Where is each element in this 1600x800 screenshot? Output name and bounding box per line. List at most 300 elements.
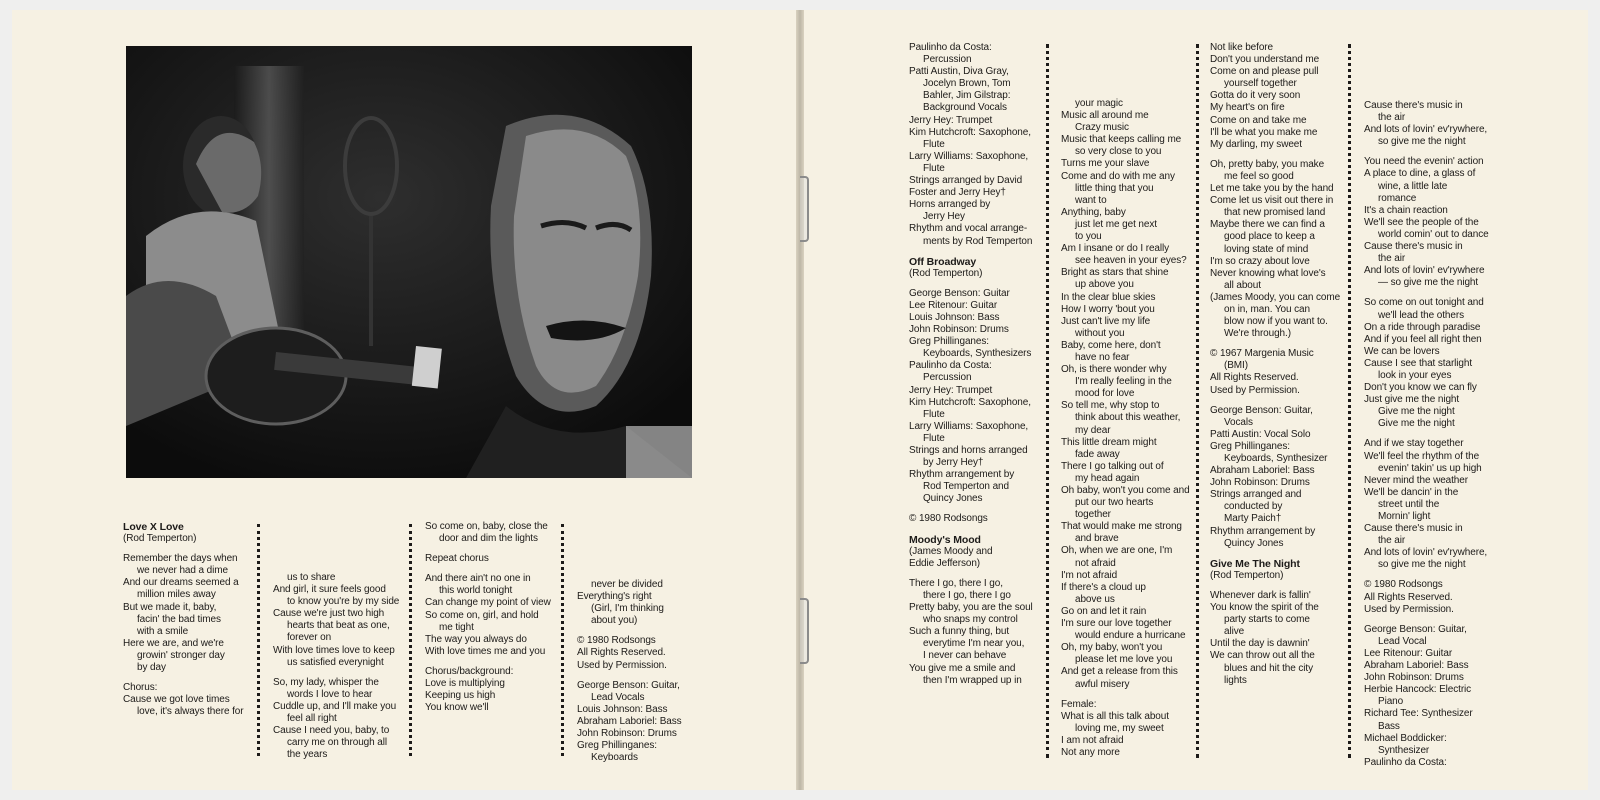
text-line: feel all right <box>287 713 337 725</box>
column-divider <box>1046 44 1049 758</box>
line-gap <box>1210 582 1340 590</box>
text-line: Piano <box>1378 696 1404 708</box>
text-line: A place to dine, a glass of <box>1364 168 1476 180</box>
line-gap <box>909 505 1033 513</box>
text-line: If there's a cloud up <box>1061 581 1146 593</box>
text-line: to know you're by my side <box>287 596 400 608</box>
line-gap <box>1364 289 1489 297</box>
text-line: yourself together <box>1224 78 1297 90</box>
text-line: Rhythm arrangement by <box>1210 525 1316 537</box>
text-line: I am not afraid <box>1061 734 1124 746</box>
text-line: Quincy Jones <box>1224 537 1284 549</box>
text-line: have no fear <box>1075 351 1130 363</box>
text-line: On a ride through paradise <box>1364 321 1481 333</box>
text-line: Baby, come here, don't <box>1061 339 1161 351</box>
text-line: Music all around me <box>1061 110 1149 122</box>
text-line: Maybe there we can find a <box>1210 219 1325 231</box>
text-line: Lee Ritenour: Guitar <box>909 299 998 311</box>
text-line: I'm so crazy about love <box>1210 255 1310 267</box>
text-line: You give me a smile and <box>909 662 1016 674</box>
text-line: my head again <box>1075 472 1140 484</box>
text-line: Flute <box>923 162 945 174</box>
text-line: your magic <box>1075 98 1123 109</box>
text-line: We can throw out all the <box>1210 650 1315 662</box>
text-line: (James Moody, you can come <box>1210 291 1341 303</box>
text-line: see heaven in your eyes? <box>1075 255 1187 267</box>
text-line: (Rod Temperton) <box>909 267 983 279</box>
line-gap <box>577 672 682 680</box>
text-line: George Benson: Guitar, <box>1364 623 1467 635</box>
text-line: love, it's always there for <box>137 706 244 718</box>
text-line: Rod Temperton and <box>923 481 1009 493</box>
text-line: Love is multiplying <box>425 678 505 690</box>
column-divider <box>1196 44 1199 758</box>
text-line: All Rights Reserved. <box>1210 372 1299 384</box>
text-line: We're through.) <box>1224 328 1291 340</box>
text-line: loving state of mind <box>1224 243 1309 255</box>
text-line: growin' stronger day <box>137 649 225 661</box>
text-line: on in, man. You can <box>1224 303 1310 315</box>
text-line: without you <box>1075 327 1125 339</box>
text-line: Such a funny thing, but <box>909 626 1009 638</box>
text-line: Oh, pretty baby, you make <box>1210 158 1325 170</box>
text-line: — so give me the night <box>1378 277 1479 289</box>
text-line: Strings arranged and <box>1210 489 1302 501</box>
line-gap <box>123 674 243 682</box>
text-line: Don't you know we can fly <box>1364 382 1477 394</box>
column-divider <box>257 524 260 756</box>
text-line: evenin' takin' us up high <box>1378 462 1482 474</box>
line-gap <box>425 545 551 553</box>
text-line: John Robinson: Drums <box>909 324 1009 336</box>
text-line: Jocelyn Brown, Tom <box>923 78 1011 90</box>
text-line: I'm not afraid <box>1061 569 1118 581</box>
text-line: by day <box>137 662 166 674</box>
text-line: Oh baby, won't you come and <box>1061 485 1190 496</box>
text-line: Don't you understand me <box>1210 54 1320 66</box>
text-line: Greg Phillinganes: <box>1210 440 1290 452</box>
photo-musicians <box>126 46 692 478</box>
text-line: Jerry Hey: Trumpet <box>909 384 993 396</box>
text-line: John Robinson: Drums <box>577 728 677 740</box>
text-line: You need the evenin' action <box>1364 156 1484 168</box>
text-line: me tight <box>439 621 474 633</box>
text-line: who snaps my control <box>923 614 1018 626</box>
text-line: the air <box>1378 535 1406 547</box>
text-line: You know we'll <box>425 702 489 714</box>
text-line: Not like before <box>1210 42 1273 53</box>
text-line: © 1980 Rodsongs <box>1364 579 1443 591</box>
text-line: Crazy music <box>1075 122 1129 134</box>
text-line: Music that keeps calling me <box>1061 134 1182 146</box>
text-line: Never mind the weather <box>1364 474 1468 486</box>
text-line: Patti Austin: Vocal Solo <box>1210 428 1311 440</box>
text-line: Kim Hutchcroft: Saxophone, <box>909 126 1031 138</box>
text-line: Give me the night <box>1378 406 1455 418</box>
text-line: Foster and Jerry Hey† <box>909 187 1006 199</box>
text-line: Can change my point of view <box>425 597 551 609</box>
text-line: Larry Williams: Saxophone, <box>909 150 1029 162</box>
text-line: Gotta do it very soon <box>1210 90 1301 102</box>
left-col-2 <box>273 572 399 761</box>
text-line: You know the spirit of the <box>1210 602 1319 614</box>
text-line: Marty Paich† <box>1224 513 1282 525</box>
photo-icon <box>126 46 692 478</box>
text-line: Am I insane or do I really <box>1061 243 1170 255</box>
song-title: Love X Love <box>123 521 184 533</box>
text-line: Not any more <box>1061 746 1120 758</box>
text-line: together <box>1075 509 1111 521</box>
song-title: Off Broadway <box>909 255 977 268</box>
text-line: alive <box>1224 626 1245 638</box>
text-line: so very close to you <box>1075 146 1162 158</box>
text-line: And lots of lovin' ev'rywhere, <box>1364 124 1488 136</box>
line-gap <box>909 280 1033 288</box>
text-line: all about <box>1224 279 1261 291</box>
text-line: please let me love you <box>1075 654 1173 666</box>
text-line: Give me the night <box>1378 418 1455 430</box>
text-line: In the clear blue skies <box>1061 291 1156 303</box>
text-line: that new promised land <box>1224 207 1326 219</box>
text-line: Keyboards, Synthesizers <box>923 348 1032 360</box>
text-line: the years <box>287 749 328 761</box>
text-line: Come on and please pull <box>1210 66 1319 78</box>
text-line: Never knowing what love's <box>1210 267 1326 279</box>
text-line: Eddie Jefferson) <box>909 557 981 569</box>
text-line: up above you <box>1075 279 1134 291</box>
text-line: party starts to come <box>1224 614 1310 626</box>
text-line: Female: <box>1061 698 1097 710</box>
left-col-4 <box>577 579 682 764</box>
text-line: Just give me the night <box>1364 394 1460 406</box>
line-gap <box>1210 550 1340 558</box>
text-line: Oh, my baby, won't you <box>1061 642 1163 654</box>
text-line: just let me get next <box>1075 218 1157 230</box>
text-line: Just can't live my life <box>1061 315 1151 327</box>
text-line: Michael Boddicker: <box>1364 732 1447 744</box>
text-line: think about this weather, <box>1075 412 1181 424</box>
text-line: Keeping us high <box>425 690 496 702</box>
text-line: I'm sure our love together <box>1061 618 1172 630</box>
text-line: © 1980 Rodsongs <box>577 635 656 647</box>
right-col-3 <box>1210 42 1340 687</box>
line-gap <box>909 248 1033 256</box>
staple-top <box>800 176 809 242</box>
text-line: put our two hearts <box>1075 497 1154 509</box>
text-line: Everything's right <box>577 591 652 603</box>
line-gap <box>425 565 551 573</box>
text-line: We'll see the people of the <box>1364 216 1479 228</box>
text-line: Louis Johnson: Bass <box>577 703 668 715</box>
text-line: All Rights Reserved. <box>1364 591 1453 603</box>
text-line: Whenever dark is fallin' <box>1210 589 1311 601</box>
text-line: Lee Ritenour: Guitar <box>1364 647 1453 659</box>
text-line: us to share <box>287 572 336 583</box>
text-line: Synthesizer <box>1378 744 1430 756</box>
text-line: Strings and horns arranged <box>909 445 1028 456</box>
text-line: George Benson: Guitar, <box>1210 404 1313 416</box>
text-line: so give me the night <box>1378 136 1466 148</box>
text-line: Mornin' light <box>1378 511 1431 522</box>
text-line: then I'm wrapped up in <box>923 674 1022 686</box>
line-gap <box>1364 148 1489 156</box>
text-line: Jerry Hey: Trumpet <box>909 114 993 126</box>
text-line: blues and hit the city <box>1224 662 1313 674</box>
text-line: There I go, there I go, <box>909 577 1003 589</box>
text-line: Paulinho da Costa: <box>909 42 992 53</box>
text-line: look in your eyes <box>1378 369 1452 381</box>
text-line: How I worry 'bout you <box>1061 303 1155 315</box>
text-line: facin' the bad times <box>137 613 221 625</box>
text-line: Turns me your slave <box>1061 158 1150 170</box>
text-line: Abraham Laboriel: Bass <box>577 715 682 727</box>
line-gap <box>123 545 243 553</box>
text-line: Greg Phillinganes: <box>577 740 657 752</box>
text-line: Used by Permission. <box>1210 384 1300 396</box>
text-line: we'll lead the others <box>1378 309 1464 321</box>
text-line: That would make me strong <box>1061 521 1182 533</box>
line-gap <box>909 526 1033 534</box>
line-gap <box>1210 397 1340 405</box>
text-line: Go on and let it rain <box>1061 605 1147 617</box>
text-line: And get a release from this <box>1061 666 1178 678</box>
text-line: Bright as stars that shine <box>1061 267 1169 279</box>
text-line: Lead Vocal <box>1378 635 1427 647</box>
text-line: I'll be what you make me <box>1210 126 1318 138</box>
text-line: million miles away <box>137 589 216 601</box>
text-line: Quincy Jones <box>923 493 983 505</box>
text-line: © 1980 Rodsongs <box>909 513 988 525</box>
text-line: I'm really feeling in the <box>1075 376 1172 388</box>
text-line: Here we are, and we're <box>123 637 224 649</box>
right-col-1 <box>909 42 1033 687</box>
text-line: there I go, there I go <box>923 589 1011 601</box>
text-line: Richard Tee: Synthesizer <box>1364 708 1473 720</box>
text-line: mood for love <box>1075 388 1135 400</box>
text-line: Rhythm arrangement by <box>909 469 1015 481</box>
text-line: Kim Hutchcroft: Saxophone, <box>909 396 1031 408</box>
text-line: Come let us visit out there in <box>1210 195 1334 207</box>
text-line: Bass <box>1378 720 1400 732</box>
text-line: (BMI) <box>1224 360 1248 372</box>
text-line: words I love to hear <box>287 688 373 700</box>
text-line: Cause I see that starlight <box>1364 357 1473 369</box>
text-line: Cause there's music in <box>1364 100 1463 111</box>
text-line: Cause I need you, baby, to <box>273 725 390 737</box>
text-line: Cause there's music in <box>1364 523 1463 535</box>
text-line: Oh, when we are one, I'm <box>1061 545 1173 557</box>
text-line: And if we stay together <box>1364 438 1464 450</box>
text-line: And lots of lovin' ev'rywhere <box>1364 265 1485 277</box>
text-line: We'll be dancin' in the <box>1364 486 1459 498</box>
text-line: we never had a dime <box>137 565 228 577</box>
text-line: Used by Permission. <box>577 659 667 671</box>
text-line: The way you always do <box>425 633 527 645</box>
line-gap <box>1364 616 1489 624</box>
text-line: I never can behave <box>923 650 1007 662</box>
text-line: Anything, baby <box>1061 206 1126 218</box>
text-line: Abraham Laboriel: Bass <box>1210 465 1315 477</box>
text-line: So come on, baby, close the <box>425 521 548 532</box>
line-gap <box>1364 571 1489 579</box>
text-line: George Benson: Guitar <box>909 287 1010 299</box>
text-line: blow now if you want to. <box>1224 316 1328 328</box>
text-line: Patti Austin, Diva Gray, <box>909 66 1009 78</box>
text-line: Horns arranged by <box>909 199 991 211</box>
text-line: Percussion <box>923 372 972 384</box>
text-line: So, my lady, whisper the <box>273 676 379 688</box>
song-title: Give Me The Night <box>1210 557 1300 570</box>
text-line: Keyboards <box>591 752 638 764</box>
text-line: this world tonight <box>439 585 513 597</box>
text-line: and brave <box>1075 533 1119 545</box>
text-line: Come and do with me any <box>1061 170 1175 182</box>
text-line: But we made it, baby, <box>123 601 217 613</box>
text-line: by Jerry Hey† <box>923 457 984 469</box>
text-line: And girl, it sure feels good <box>273 584 386 596</box>
text-line: Chorus: <box>123 682 158 694</box>
text-line: Strings arranged by David <box>909 175 1023 187</box>
text-line: Percussion <box>923 54 972 66</box>
text-line: so give me the night <box>1378 559 1466 571</box>
booklet-spine <box>796 10 804 790</box>
text-line: awful misery <box>1075 678 1130 690</box>
text-line: With love times love to keep <box>273 644 395 656</box>
text-line: Pretty baby, you are the soul <box>909 602 1033 614</box>
right-col-4 <box>1364 100 1489 769</box>
text-line: And lots of lovin' ev'rywhere, <box>1364 547 1488 559</box>
text-line: little thing that you <box>1075 182 1154 194</box>
text-line: My heart's on fire <box>1210 102 1285 114</box>
text-line: fade away <box>1075 448 1120 460</box>
text-line: Vocals <box>1224 416 1253 428</box>
text-line: Cause we're just two high <box>273 608 385 620</box>
text-line: Jerry Hey <box>923 211 965 223</box>
left-col-3 <box>425 521 551 714</box>
text-line: And there ain't no one in <box>425 573 531 585</box>
line-gap <box>425 658 551 666</box>
text-line: All Rights Reserved. <box>577 647 666 659</box>
text-line: Chorus/background: <box>425 665 514 677</box>
text-line: Abraham Laboriel: Bass <box>1364 660 1469 672</box>
line-gap <box>1210 151 1340 159</box>
text-line: We'll feel the rhythm of the <box>1364 450 1480 462</box>
text-line: Paulinho da Costa: <box>1364 756 1447 768</box>
text-line: Flute <box>923 138 945 150</box>
line-gap <box>1364 430 1489 438</box>
text-line: door and dim the lights <box>439 533 538 545</box>
text-line: street until the <box>1378 498 1440 510</box>
text-line: Let me take you by the hand <box>1210 183 1334 195</box>
song-title: Moody's Mood <box>909 533 981 546</box>
text-line: to you <box>1075 231 1102 243</box>
text-line: My darling, my sweet <box>1210 138 1302 150</box>
text-line: everytime I'm near you, <box>923 638 1025 650</box>
text-line: romance <box>1378 192 1417 204</box>
text-line: Cause there's music in <box>1364 241 1463 253</box>
text-line: With love times me and you <box>425 645 546 657</box>
text-line: (Girl, I'm thinking <box>591 603 664 615</box>
text-line: Used by Permission. <box>1364 603 1454 615</box>
text-line: Bahler, Jim Gilstrap: <box>923 90 1011 102</box>
text-line: Greg Phillinganes: <box>909 336 989 348</box>
text-line: me feel so good <box>1224 170 1294 182</box>
staple-bottom <box>800 598 809 664</box>
text-line: So come on, girl, and hold <box>425 609 539 621</box>
line-gap <box>1061 691 1190 699</box>
text-line: ments by Rod Temperton <box>923 235 1033 247</box>
text-line: Larry Williams: Saxophone, <box>909 420 1029 432</box>
text-line: (Rod Temperton) <box>1210 569 1284 581</box>
text-line: my dear <box>1075 424 1111 436</box>
text-line: Cuddle up, and I'll make you <box>273 700 397 712</box>
text-line: wine, a little late <box>1378 180 1448 192</box>
text-line: What is all this talk about <box>1061 710 1169 722</box>
text-line: So come on out tonight and <box>1364 297 1484 309</box>
text-line: good place to keep a <box>1224 231 1315 243</box>
text-line: So tell me, why stop to <box>1061 400 1160 412</box>
text-line: would endure a hurricane <box>1075 630 1186 642</box>
text-line: (Rod Temperton) <box>123 533 197 545</box>
text-line: There I go talking out of <box>1061 460 1164 472</box>
text-line: It's a chain reaction <box>1364 204 1448 216</box>
line-gap <box>909 570 1033 578</box>
text-line: lights <box>1224 674 1247 686</box>
text-line: forever on <box>287 632 332 644</box>
text-line: the air <box>1378 253 1406 265</box>
line-gap <box>577 627 682 635</box>
text-line: Flute <box>923 408 945 420</box>
text-line: Paulinho da Costa: <box>909 360 992 372</box>
text-line: above us <box>1075 593 1115 605</box>
text-line: us satisfied everynight <box>287 656 384 668</box>
text-line: (James Moody and <box>909 545 993 557</box>
text-line: carry me on through all <box>287 737 387 749</box>
line-gap <box>273 669 399 677</box>
text-line: world comin' out to dance <box>1378 228 1489 240</box>
text-line: Flute <box>923 432 945 444</box>
text-line: And our dreams seemed a <box>123 577 239 589</box>
text-line: never be divided <box>591 579 663 590</box>
text-line: Remember the days when <box>123 553 238 565</box>
text-line: about you) <box>591 615 638 627</box>
text-line: John Robinson: Drums <box>1210 477 1310 489</box>
text-line: with a smile <box>137 625 189 637</box>
right-col-2 <box>1061 98 1190 759</box>
text-line: Lead Vocals <box>591 691 645 703</box>
text-line: Oh, is there wonder why <box>1061 364 1167 376</box>
text-line: Keyboards, Synthesizer <box>1224 453 1328 464</box>
text-line: hearts that beat as one, <box>287 620 390 632</box>
text-line: the air <box>1378 112 1406 124</box>
text-line: Herbie Hancock: Electric <box>1364 684 1472 696</box>
text-line: conducted by <box>1224 501 1283 513</box>
text-line: want to <box>1075 194 1107 206</box>
text-line: loving me, my sweet <box>1075 722 1164 734</box>
text-line: John Robinson: Drums <box>1364 672 1464 684</box>
text-line: Rhythm and vocal arrange- <box>909 223 1028 235</box>
text-line: Repeat chorus <box>425 553 489 565</box>
text-line: George Benson: Guitar, <box>577 679 680 691</box>
text-line: © 1967 Margenia Music <box>1210 348 1314 360</box>
column-divider <box>409 524 412 756</box>
text-line: Background Vocals <box>923 102 1007 114</box>
text-line: Louis Johnson: Bass <box>909 311 1000 323</box>
text-line: Cause we got love times <box>123 694 230 706</box>
text-line: And if you feel all right then <box>1364 333 1482 345</box>
text-line: Until the day is dawnin' <box>1210 638 1310 650</box>
line-gap <box>1210 340 1340 348</box>
